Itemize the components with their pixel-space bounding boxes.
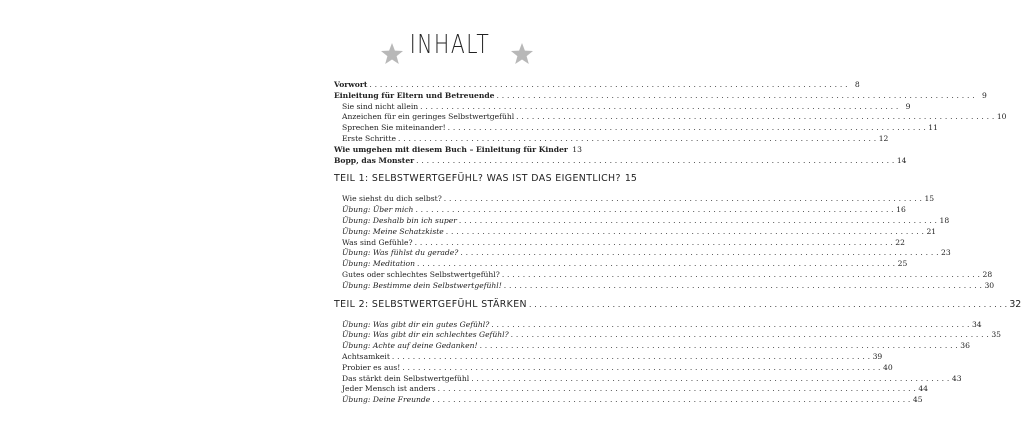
toc-entry-page: 10 [996, 112, 1007, 122]
leader-dots [420, 102, 898, 113]
toc-entry-page: 9 [982, 90, 987, 100]
leader-dots [446, 227, 924, 238]
toc-entry-page: 22 [895, 237, 905, 247]
left-page [0, 0, 300, 423]
leader-dots [502, 270, 980, 281]
leader-dots [516, 112, 994, 123]
toc-entry[interactable] [334, 248, 951, 259]
toc-entry[interactable] [334, 144, 582, 156]
toc-entry[interactable] [334, 237, 905, 249]
toc-entry[interactable] [334, 215, 950, 227]
section-label: TEIL 2: SELBSTWERTGEFÜHL STÄRKEN [334, 298, 527, 310]
toc-entry-page: 35 [991, 330, 1001, 340]
toc-entry[interactable] [334, 373, 962, 385]
leader-dots [459, 216, 937, 227]
toc-entry-page: 28 [982, 269, 993, 279]
leader-dots [460, 248, 938, 259]
section-label: TEIL 1: SELBSTWERTGEFÜHL? WAS IST DAS EIGENTLICH? [334, 173, 621, 185]
toc-entry[interactable] [334, 80, 860, 91]
toc-entry-label: Probier es aus! [342, 362, 401, 372]
toc-entry[interactable] [334, 395, 923, 406]
toc-entry-page: 44 [918, 384, 928, 394]
leader-dots [415, 238, 893, 249]
toc-entry-page: 9 [905, 101, 911, 111]
toc-entry-page: 21 [926, 226, 937, 236]
toc-entry[interactable] [334, 194, 935, 205]
toc-entry[interactable] [334, 226, 937, 238]
table-of-contents [334, 80, 1021, 406]
toc-entry-label: Wie siehst du dich selbst? [342, 194, 442, 204]
toc-section-heading[interactable] [334, 173, 637, 188]
toc-entry[interactable] [334, 330, 1001, 341]
toc-entry-page: 11 [928, 123, 938, 133]
toc-entry-label: Vorwort [334, 80, 368, 89]
section-page: 15 [624, 173, 637, 185]
toc-entry-page: 36 [960, 341, 970, 351]
leader-dots [438, 384, 916, 395]
toc-section-heading[interactable] [334, 298, 1021, 314]
right-page [300, 0, 1021, 423]
leader-dots [415, 205, 893, 216]
leader-dots [416, 156, 894, 167]
toc-entry[interactable] [334, 280, 995, 292]
toc-entry-page: 34 [971, 319, 982, 329]
toc-entry-page: 16 [896, 205, 906, 215]
toc-entry-label: Achtsamkeit [342, 351, 390, 361]
leader-dots [511, 330, 989, 341]
toc-entry-page: 45 [912, 395, 923, 405]
page-header [300, 30, 600, 70]
leader-dots [392, 352, 870, 363]
toc-entry-label: Jeder Mensch ist anders [342, 384, 436, 394]
toc-entry-label: Sie sind nicht allein [342, 101, 419, 111]
toc-entry[interactable] [334, 269, 993, 281]
toc-entry[interactable] [334, 205, 906, 216]
toc-entry[interactable] [334, 112, 1007, 123]
toc-entry-page: 39 [872, 351, 883, 361]
leader-dots [417, 259, 895, 270]
page-title: INHALT [409, 30, 491, 60]
toc-entry-label: Übung: Was gibt dir ein schlechtes Gefühl? [342, 330, 509, 340]
leader-dots [444, 194, 922, 205]
toc-entry[interactable] [334, 90, 987, 102]
toc-entry-label: Das stärkt dein Selbstwertgefühl [342, 373, 470, 383]
toc-entry-label: Gutes oder schlechtes Selbstwertgefühl? [342, 269, 500, 279]
toc-entry-label: Übung: Was gibt dir ein gutes Gefühl? [342, 319, 490, 329]
leader-dots [448, 123, 926, 134]
leader-dots [480, 341, 958, 352]
leader-dots [369, 80, 847, 91]
toc-entry-label: Übung: Über mich [342, 205, 414, 215]
toc-entry-label: Bopp, das Monster [334, 155, 415, 165]
toc-entry-page: 13 [572, 144, 582, 154]
toc-entry[interactable] [334, 351, 883, 363]
leader-dots [398, 134, 876, 145]
toc-entry-label: Wie umgehen mit diesem Buch – Einleitung für Kinder [334, 144, 568, 154]
toc-entry-label: Übung: Deshalb bin ich super [342, 215, 457, 225]
toc-entry[interactable] [334, 133, 889, 145]
toc-entry-page: 12 [878, 133, 889, 143]
toc-entry-page: 18 [939, 215, 950, 225]
toc-entry-page: 43 [951, 373, 962, 383]
toc-entry[interactable] [334, 123, 938, 134]
toc-entry-page: 15 [924, 194, 935, 204]
toc-entry[interactable] [334, 341, 970, 352]
toc-entry-label: Anzeichen für ein geringes Selbstwertgefühl [342, 112, 515, 122]
toc-entry-label: Sprechen Sie miteinander! [342, 123, 446, 133]
toc-entry-label: Übung: Achte auf deine Gedanken! [342, 341, 478, 351]
toc-entry-page: 30 [984, 280, 995, 290]
leader-dots [497, 91, 975, 102]
toc-entry[interactable] [334, 259, 908, 270]
toc-entry[interactable] [334, 319, 982, 331]
leader-dots [471, 374, 949, 385]
toc-entry[interactable] [334, 101, 911, 113]
toc-entry-label: Einleitung für Eltern und Betreuende [334, 90, 495, 100]
toc-entry-label: Übung: Was fühlst du gerade? [342, 248, 459, 258]
toc-entry-page: 40 [882, 362, 893, 372]
section-page: 32 [1009, 298, 1021, 310]
leader-dots [491, 320, 969, 331]
toc-entry-label: Übung: Meine Schatzkiste [342, 226, 444, 236]
toc-entry[interactable] [334, 384, 928, 395]
leader-dots [402, 363, 880, 374]
toc-entry-page: 8 [854, 80, 860, 89]
toc-entry[interactable] [334, 362, 893, 374]
toc-entry-label: Was sind Gefühle? [342, 237, 413, 247]
toc-entry[interactable] [334, 155, 907, 167]
toc-entry-label: Übung: Bestimme dein Selbstwertgefühl! [342, 280, 502, 290]
toc-entry-label: Erste Schritte [342, 133, 397, 143]
star-icon [510, 42, 534, 66]
leader-dots [504, 281, 982, 292]
toc-entry-label: Übung: Meditation [342, 259, 415, 269]
toc-entry-page: 25 [897, 259, 908, 269]
toc-entry-page: 14 [896, 155, 907, 165]
toc-entry-label: Übung: Deine Freunde [342, 395, 431, 405]
leader-dots [432, 395, 910, 406]
leader-dots [529, 300, 1007, 311]
toc-entry-page: 23 [941, 248, 951, 258]
